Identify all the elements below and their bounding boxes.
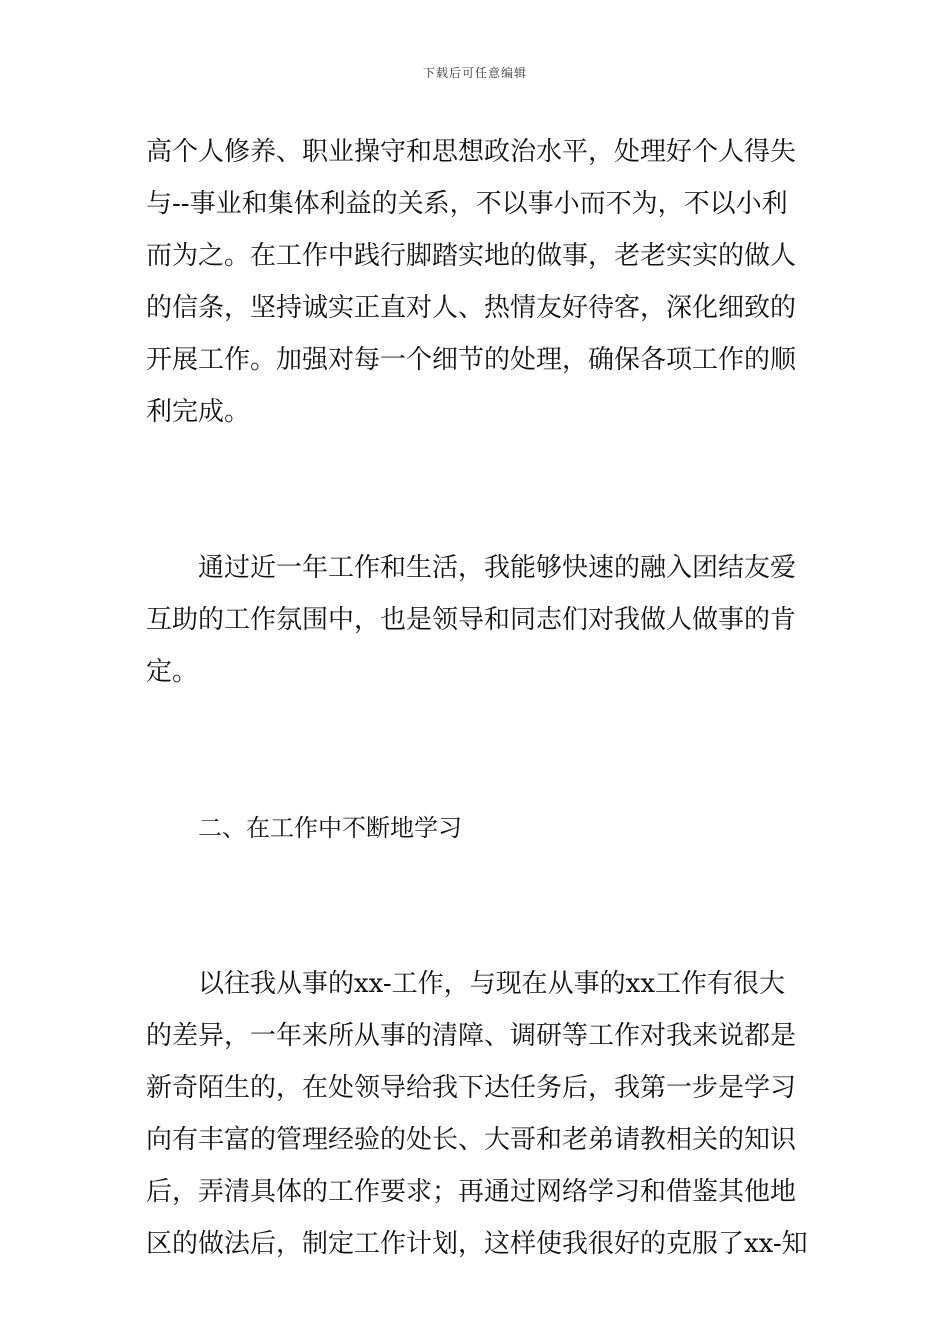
paragraph-2 [146,542,810,698]
paragraph-spacer [146,438,810,490]
paragraph-4 [146,958,810,1270]
paragraph-spacer [146,750,810,802]
paragraph-line: 高个人修养、职业操守和思想政治水平，处理好个人得失 [146,137,797,167]
paragraph-spacer [146,698,810,750]
paragraph-spacer [146,490,810,542]
paragraph-line: 以往我从事的xx-工作，与现在从事的xx工作有很大 [198,969,785,999]
section-heading [146,802,810,854]
paragraph-line: 区的做法后，制定工作计划，这样使我很好的克服了xx-知 [146,1229,808,1259]
paragraph-line: 通过近一年工作和生活，我能够快速的融入团结友爱 [198,553,797,583]
paragraph-line: 与--事业和集体利益的关系，不以事小而不为，不以小利 [146,189,788,219]
paragraph-line: 后，弄清具体的工作要求；再通过网络学习和借鉴其他地 [146,1177,797,1207]
paragraph-line: 的差异，一年来所从事的清障、调研等工作对我来说都是 [146,1021,797,1051]
paragraph-line: 定。 [146,657,199,687]
page-header: 下载后可任意编辑 [422,66,527,80]
paragraph-line: 开展工作。加强对每一个细节的处理，确保各项工作的顺 [146,345,797,375]
paragraph-line: 的信条，坚持诚实正直对人、热情友好待客，深化细致的 [146,293,797,323]
paragraph-1 [146,126,810,438]
paragraph-line: 向有丰富的管理经验的处长、大哥和老弟请教相关的知识 [146,1125,797,1155]
paragraph-spacer [146,906,810,958]
paragraph-line: 互助的工作氛围中，也是领导和同志们对我做人做事的肯 [146,605,797,635]
section-heading-text: 二、在工作中不断地学习 [198,814,462,842]
paragraph-line: 新奇陌生的，在处领导给我下达任务后，我第一步是学习 [146,1073,797,1103]
paragraph-line: 利完成。 [146,397,251,427]
paragraph-spacer [146,854,810,906]
document-body [146,126,810,1270]
paragraph-line: 而为之。在工作中践行脚踏实地的做事，老老实实的做人 [146,241,797,271]
